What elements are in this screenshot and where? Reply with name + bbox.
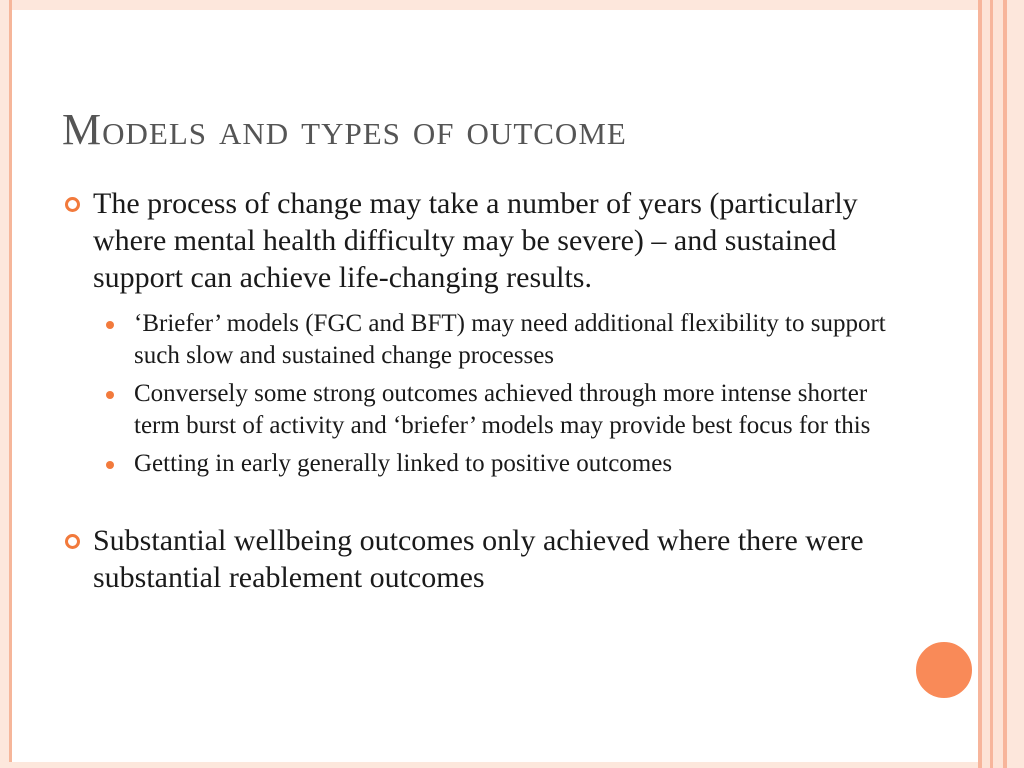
ring-bullet-icon [65,197,80,212]
frame-left-border [0,0,12,768]
bullet-text: Substantial wellbeing outcomes only achieved where there were substantial reablement outcomes [93,524,864,594]
right-stripe [993,0,1003,768]
decorative-circle [913,639,975,701]
sub-bullet-item [62,308,902,372]
bullet-item [62,522,902,596]
bullet-item [62,185,902,296]
sub-bullet-item [62,448,902,480]
frame-top-border [0,0,1024,10]
right-stripe [982,0,990,768]
bullet-text: The process of change may take a number of years (particularly where mental health difficulty may be severe) – and sustained support can achieve life-changing results. [93,187,858,294]
sub-bullet-item [62,378,902,442]
sub-bullet-text: Conversely some strong outcomes achieved through more intense shorter term burst of activity and ‘briefer’ models may provide best focus for this [134,380,871,439]
slide-title: Models and types of outcome [62,105,627,154]
dot-bullet-icon [106,321,114,329]
dot-bullet-icon [106,391,114,399]
ring-bullet-icon [65,534,80,549]
frame-bottom-border [0,762,1024,768]
slide-body [62,185,902,596]
sub-bullet-text: ‘Briefer’ models (FGC and BFT) may need additional flexibility to support such slow and sustained change processes [134,310,886,369]
right-stripe [1007,0,1024,768]
sub-bullet-text: Getting in early generally linked to positive outcomes [134,450,673,477]
dot-bullet-icon [106,461,114,469]
